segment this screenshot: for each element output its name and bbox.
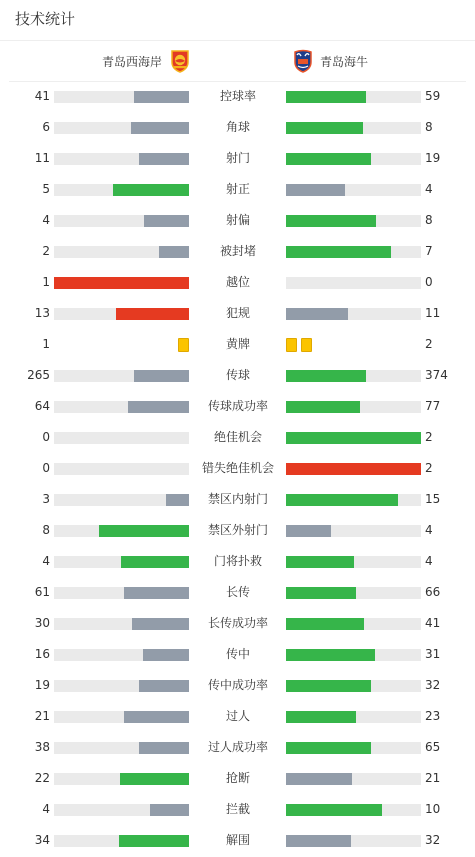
home-stat-value: 34 <box>34 833 50 847</box>
away-stat-value: 2 <box>425 430 433 444</box>
away-stat-value: 374 <box>425 368 448 382</box>
home-stat-value: 4 <box>42 802 50 816</box>
away-stat-bar <box>286 122 421 134</box>
away-stat-bar <box>286 587 421 599</box>
home-stat-value: 64 <box>34 399 50 413</box>
away-stat-bar <box>286 184 421 196</box>
away-stat-value: 4 <box>425 182 433 196</box>
home-stat-value: 4 <box>42 213 50 227</box>
stat-row <box>0 143 475 174</box>
stat-row <box>0 205 475 236</box>
home-stat-bar <box>54 370 189 382</box>
home-stat-value: 11 <box>34 151 50 165</box>
stat-row <box>0 546 475 577</box>
away-stat-bar <box>286 804 421 816</box>
away-stat-bar-fill <box>286 587 356 599</box>
away-stat-bar-fill <box>286 742 371 754</box>
home-stat-bar <box>54 587 189 599</box>
home-stat-bar-fill <box>131 122 189 134</box>
stat-row <box>0 670 475 701</box>
home-stat-bar-fill <box>134 370 189 382</box>
stat-label: 控球率 <box>219 89 256 103</box>
away-stat-bar <box>286 91 421 103</box>
away-stat-bar <box>286 463 421 475</box>
stat-label: 过人 <box>225 709 250 723</box>
home-stat-value: 30 <box>34 616 50 630</box>
away-stat-value: 32 <box>425 678 441 692</box>
away-stat-bar-fill <box>286 432 421 444</box>
home-stat-bar-fill <box>139 153 189 165</box>
stat-label: 传中 <box>225 647 250 661</box>
home-stat-bar <box>54 773 189 785</box>
away-stat-value: 31 <box>425 647 441 661</box>
away-stat-bar-fill <box>286 91 366 103</box>
stat-row <box>0 112 475 143</box>
stat-label: 射正 <box>225 182 250 196</box>
stat-row <box>0 236 475 267</box>
away-stat-value: 32 <box>425 833 441 847</box>
away-team-name: 青岛海牛 <box>320 54 369 69</box>
stat-label: 长传成功率 <box>207 616 268 630</box>
away-stat-bar-fill <box>286 215 376 227</box>
away-stat-value: 15 <box>425 492 441 506</box>
away-stat-bar-fill <box>286 711 356 723</box>
home-team-name: 青岛西海岸 <box>102 54 163 69</box>
stat-row <box>0 515 475 546</box>
stat-label: 射偏 <box>225 213 250 227</box>
yellow-card-icon <box>301 338 312 352</box>
away-stat-value: 8 <box>425 213 433 227</box>
away-stat-bar-fill <box>286 649 375 661</box>
stat-label: 门将扑救 <box>213 554 262 568</box>
home-stat-value: 5 <box>42 182 50 196</box>
away-stat-value: 2 <box>425 461 433 475</box>
away-stat-value: 19 <box>425 151 441 165</box>
away-stat-value: 77 <box>425 399 441 413</box>
home-stat-bar <box>54 401 189 413</box>
away-stat-bar-fill <box>286 525 331 537</box>
home-stat-bar-fill <box>166 494 189 506</box>
page-title: 技术统计 <box>15 10 76 28</box>
home-stat-value: 265 <box>27 368 50 382</box>
away-stat-bar-fill <box>286 401 360 413</box>
away-stat-value: 4 <box>425 523 433 537</box>
home-stat-value: 0 <box>42 430 50 444</box>
home-stat-bar-fill <box>143 649 189 661</box>
away-stat-bar <box>286 153 421 165</box>
home-stat-value: 22 <box>34 771 50 785</box>
home-stat-bar-fill <box>113 184 189 196</box>
stat-label: 黄牌 <box>225 337 250 351</box>
stats-list <box>0 81 475 856</box>
stat-row <box>0 608 475 639</box>
home-stat-bar <box>54 494 189 506</box>
away-stat-bar <box>286 246 421 258</box>
stat-row <box>0 825 475 856</box>
away-stat-value: 7 <box>425 244 433 258</box>
home-stat-bar-fill <box>134 91 189 103</box>
away-stat-bar-fill <box>286 804 382 816</box>
stat-label: 错失绝佳机会 <box>201 461 274 475</box>
qingdao-west-coast-badge-icon <box>169 49 191 73</box>
home-stat-bar-fill <box>99 525 189 537</box>
home-stat-bar <box>54 680 189 692</box>
home-stat-bar <box>54 556 189 568</box>
home-stat-bar-fill <box>128 401 189 413</box>
away-stat-value: 10 <box>425 802 441 816</box>
home-stat-bar-fill <box>144 215 189 227</box>
stat-row <box>0 298 475 329</box>
qingdao-hainiu-badge-icon <box>292 49 314 73</box>
home-stat-value: 3 <box>42 492 50 506</box>
stat-row <box>0 391 475 422</box>
away-stat-bar-fill <box>286 773 352 785</box>
stat-label: 绝佳机会 <box>213 430 262 444</box>
stat-label: 禁区内射门 <box>207 492 268 506</box>
home-stat-bar <box>54 742 189 754</box>
stat-row <box>0 732 475 763</box>
stat-row <box>0 577 475 608</box>
home-stat-bar <box>54 835 189 847</box>
home-stat-bar-fill <box>139 742 189 754</box>
away-stat-value: 59 <box>425 89 441 103</box>
home-stat-value: 38 <box>34 740 50 754</box>
away-stat-bar <box>286 494 421 506</box>
away-stat-bar <box>286 215 421 227</box>
away-stat-bar-fill <box>286 680 371 692</box>
away-stat-bar <box>286 401 421 413</box>
home-stat-bar <box>54 649 189 661</box>
away-stat-value: 11 <box>425 306 441 320</box>
stat-label: 传中成功率 <box>207 678 268 692</box>
away-stat-bar <box>286 308 421 320</box>
home-stat-bar-fill <box>121 556 189 568</box>
away-stat-bar-fill <box>286 494 398 506</box>
stat-row <box>0 484 475 515</box>
home-stat-bar <box>54 432 189 444</box>
home-stat-value: 13 <box>34 306 50 320</box>
stat-row <box>0 329 475 360</box>
stat-row <box>0 81 475 112</box>
home-stat-bar-fill <box>159 246 189 258</box>
home-stat-bar <box>54 277 189 289</box>
home-stat-bar <box>54 711 189 723</box>
away-stat-value: 0 <box>425 275 433 289</box>
away-stat-bar <box>286 680 421 692</box>
home-stat-bar <box>54 122 189 134</box>
stat-label: 被封堵 <box>219 244 256 258</box>
stat-label: 传球 <box>225 368 250 382</box>
away-stat-bar-fill <box>286 153 371 165</box>
stat-label: 越位 <box>225 275 250 289</box>
away-stat-bar <box>286 556 421 568</box>
away-stat-bar <box>286 742 421 754</box>
away-stat-bar <box>286 773 421 785</box>
home-stat-bar <box>54 804 189 816</box>
away-stat-bar <box>286 277 421 289</box>
home-stat-bar <box>54 618 189 630</box>
home-stat-bar <box>54 246 189 258</box>
home-stat-value: 61 <box>34 585 50 599</box>
home-stat-bar-fill <box>124 587 189 599</box>
stat-label: 角球 <box>225 120 250 134</box>
away-stat-bar-fill <box>286 618 364 630</box>
stat-label: 禁区外射门 <box>207 523 268 537</box>
stat-label: 解围 <box>225 833 250 847</box>
home-stat-bar <box>54 308 189 320</box>
stat-label: 射门 <box>225 151 250 165</box>
stat-row <box>0 453 475 484</box>
yellow-card-icon <box>178 338 189 352</box>
stat-label: 拦截 <box>225 802 250 816</box>
away-stat-value: 41 <box>425 616 441 630</box>
away-stat-bar-fill <box>286 556 354 568</box>
stat-label: 犯规 <box>225 306 250 320</box>
home-stat-value: 21 <box>34 709 50 723</box>
home-team <box>102 48 191 74</box>
stat-row <box>0 794 475 825</box>
home-stat-bar <box>54 525 189 537</box>
away-stat-bar-fill <box>286 122 363 134</box>
away-stat-bar <box>286 432 421 444</box>
home-stat-bar <box>54 91 189 103</box>
stat-label: 过人成功率 <box>207 740 268 754</box>
home-stat-bar-fill <box>54 277 189 289</box>
stat-row <box>0 763 475 794</box>
stat-row <box>0 639 475 670</box>
home-yellow-cards <box>178 338 189 352</box>
home-stat-bar <box>54 153 189 165</box>
away-stat-value: 2 <box>425 337 433 351</box>
away-stat-value: 4 <box>425 554 433 568</box>
stat-row <box>0 422 475 453</box>
stat-row <box>0 360 475 391</box>
home-stat-value: 16 <box>34 647 50 661</box>
home-stat-bar-fill <box>120 773 189 785</box>
away-stat-bar-fill <box>286 246 391 258</box>
away-stat-bar <box>286 370 421 382</box>
away-stat-bar-fill <box>286 370 366 382</box>
home-stat-value: 0 <box>42 461 50 475</box>
home-stat-value: 1 <box>42 275 50 289</box>
home-stat-value: 8 <box>42 523 50 537</box>
home-stat-bar-fill <box>116 308 189 320</box>
stat-row <box>0 701 475 732</box>
stat-row <box>0 267 475 298</box>
home-stat-bar-fill <box>150 804 189 816</box>
home-stat-bar-fill <box>132 618 189 630</box>
home-stat-bar <box>54 184 189 196</box>
away-stat-bar <box>286 618 421 630</box>
away-stat-bar <box>286 835 421 847</box>
away-stat-value: 65 <box>425 740 441 754</box>
away-team <box>292 48 368 74</box>
away-stat-bar <box>286 711 421 723</box>
stat-label: 传球成功率 <box>207 399 268 413</box>
home-stat-value: 19 <box>34 678 50 692</box>
home-stat-bar-fill <box>124 711 189 723</box>
away-stat-bar <box>286 525 421 537</box>
away-stat-bar-fill <box>286 184 345 196</box>
away-stat-bar-fill <box>286 308 348 320</box>
stat-row <box>0 174 475 205</box>
home-stat-bar-fill <box>119 835 189 847</box>
away-stat-bar-fill <box>286 835 351 847</box>
home-stat-value: 2 <box>42 244 50 258</box>
home-stat-bar <box>54 463 189 475</box>
yellow-card-icon <box>286 338 297 352</box>
away-stat-bar <box>286 649 421 661</box>
away-yellow-cards <box>286 338 312 352</box>
away-stat-bar-fill <box>286 463 421 475</box>
home-stat-value: 41 <box>34 89 50 103</box>
away-stat-value: 8 <box>425 120 433 134</box>
stat-label: 长传 <box>225 585 250 599</box>
header-divider <box>0 40 475 41</box>
stat-label: 抢断 <box>225 771 250 785</box>
home-stat-bar <box>54 215 189 227</box>
away-stat-value: 23 <box>425 709 441 723</box>
away-stat-value: 21 <box>425 771 441 785</box>
home-stat-bar-fill <box>139 680 189 692</box>
home-stat-value: 6 <box>42 120 50 134</box>
away-stat-value: 66 <box>425 585 441 599</box>
home-stat-value: 4 <box>42 554 50 568</box>
home-stat-value: 1 <box>42 337 50 351</box>
